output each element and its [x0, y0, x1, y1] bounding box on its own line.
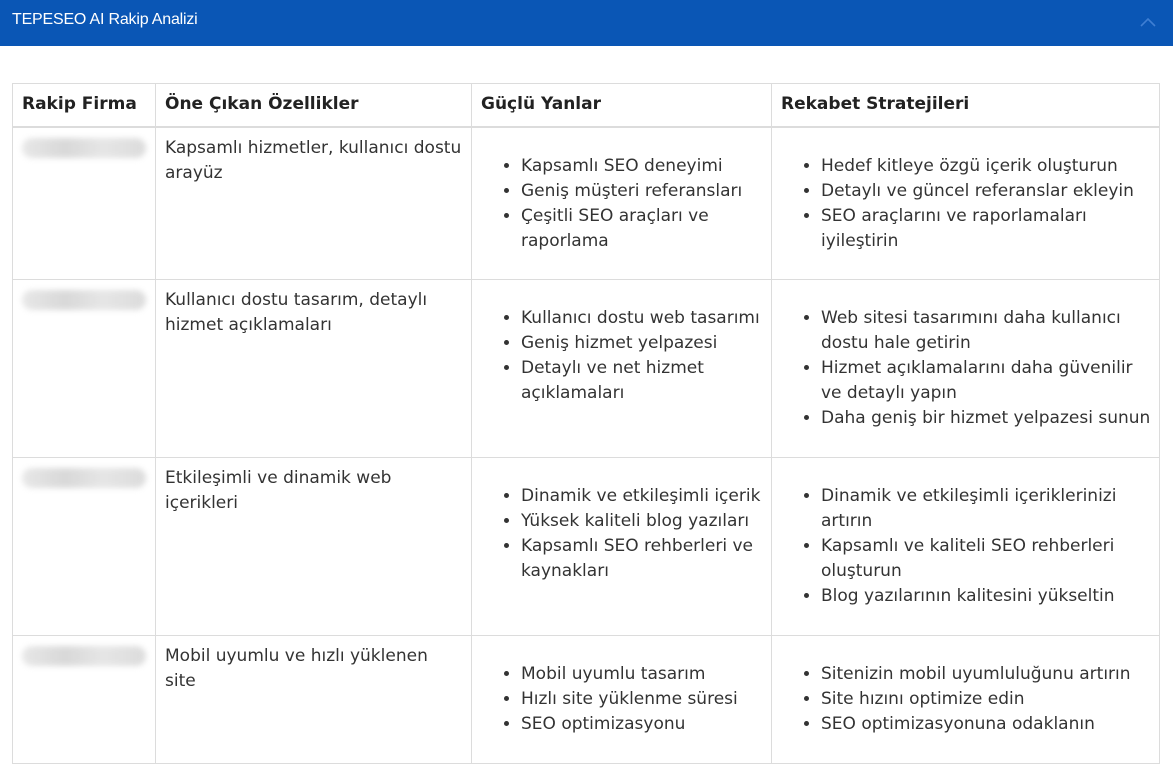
- list-item: • Hizmet açıklamalarını daha güvenilir ve detaylı yapın: [821, 356, 1151, 406]
- list-item: • Detaylı ve net hizmet açıklamaları: [521, 356, 763, 406]
- cell-ozellikler: Etkileşimli ve dinamik web içerikleri: [156, 458, 472, 636]
- cell-firma: [13, 280, 156, 458]
- list-item: • SEO optimizasyonu: [521, 712, 763, 737]
- column-header-firma: Rakip Firma: [13, 84, 156, 127]
- cell-strateji: [772, 127, 1160, 280]
- list-item: • Dinamik ve etkileşimli içerik: [521, 484, 763, 509]
- cell-strateji: [772, 458, 1160, 636]
- strategies-list: [781, 662, 1151, 737]
- cell-ozellikler: Kapsamlı hizmetler, kullanıcı dostu arayüz: [156, 127, 472, 280]
- cell-ozellikler: Kullanıcı dostu tasarım, detaylı hizmet açıklamaları: [156, 280, 472, 458]
- strengths-list: [481, 154, 763, 254]
- strengths-list: [481, 306, 763, 406]
- table-row: [13, 280, 1160, 458]
- cell-firma: [13, 636, 156, 764]
- column-header-ozellikler: Öne Çıkan Özellikler: [156, 84, 472, 127]
- cell-firma: [13, 458, 156, 636]
- list-item: • Web sitesi tasarımını daha kullanıcı dostu hale getirin: [821, 306, 1151, 356]
- column-header-guclu: Güçlü Yanlar: [472, 84, 772, 127]
- panel-title: TEPESEO AI Rakip Analizi: [12, 11, 198, 28]
- list-item: • Sitenizin mobil uyumluluğunu artırın: [821, 662, 1151, 687]
- column-header-strateji: Rekabet Stratejileri: [772, 84, 1160, 127]
- list-item: • Kapsamlı ve kaliteli SEO rehberleri oluşturun: [821, 534, 1151, 584]
- list-item: • Mobil uyumlu tasarım: [521, 662, 763, 687]
- cell-strateji: [772, 636, 1160, 764]
- list-item: • Yüksek kaliteli blog yazıları: [521, 509, 763, 534]
- list-item: • SEO optimizasyonuna odaklanın: [821, 712, 1151, 737]
- competitor-table: [12, 83, 1160, 764]
- competitor-table-container: [12, 83, 1159, 764]
- list-item: • Daha geniş bir hizmet yelpazesi sunun: [821, 406, 1151, 431]
- list-item: • Hızlı site yüklenme süresi: [521, 687, 763, 712]
- strategies-list: [781, 154, 1151, 254]
- table-row: [13, 636, 1160, 764]
- cell-firma: [13, 127, 156, 280]
- cell-guclu: [472, 458, 772, 636]
- list-item: • Kapsamlı SEO rehberleri ve kaynakları: [521, 534, 763, 584]
- cell-guclu: [472, 636, 772, 764]
- table-row: [13, 127, 1160, 280]
- cell-ozellikler: Mobil uyumlu ve hızlı yüklenen site: [156, 636, 472, 764]
- strengths-list: [481, 484, 763, 584]
- list-item: • Geniş hizmet yelpazesi: [521, 331, 763, 356]
- list-item: • Kapsamlı SEO deneyimi: [521, 154, 763, 179]
- strategies-list: [781, 306, 1151, 431]
- cell-guclu: [472, 127, 772, 280]
- blurred-company-name: [22, 138, 146, 158]
- list-item: • Kullanıcı dostu web tasarımı: [521, 306, 763, 331]
- list-item: • Çeşitli SEO araçları ve raporlama: [521, 204, 763, 254]
- list-item: • Detaylı ve güncel referanslar ekleyin: [821, 179, 1151, 204]
- table-header-row: [13, 84, 1160, 127]
- chevron-up-icon[interactable]: [1137, 12, 1159, 34]
- panel-header: [0, 0, 1173, 46]
- list-item: • Site hızını optimize edin: [821, 687, 1151, 712]
- strategies-list: [781, 484, 1151, 609]
- list-item: • Blog yazılarının kalitesini yükseltin: [821, 584, 1151, 609]
- blurred-company-name: [22, 646, 146, 666]
- strengths-list: [481, 662, 763, 737]
- list-item: • Geniş müşteri referansları: [521, 179, 763, 204]
- list-item: • Hedef kitleye özgü içerik oluşturun: [821, 154, 1151, 179]
- blurred-company-name: [22, 290, 146, 310]
- cell-guclu: [472, 280, 772, 458]
- list-item: • Dinamik ve etkileşimli içeriklerinizi artırın: [821, 484, 1151, 534]
- blurred-company-name: [22, 468, 146, 488]
- list-item: • SEO araçlarını ve raporlamaları iyileştirin: [821, 204, 1151, 254]
- table-row: [13, 458, 1160, 636]
- cell-strateji: [772, 280, 1160, 458]
